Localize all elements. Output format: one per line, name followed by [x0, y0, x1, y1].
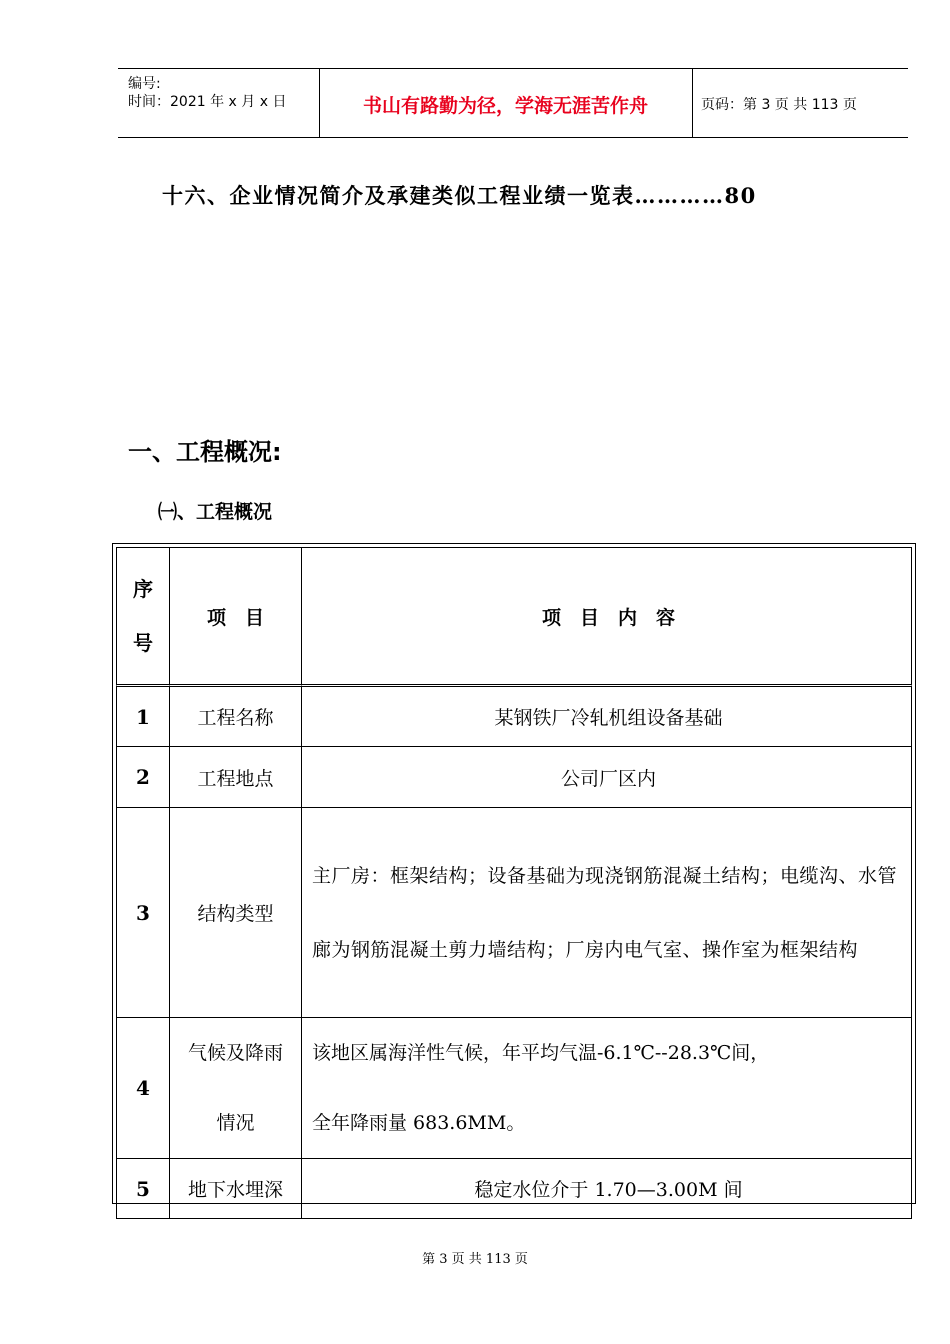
page-header	[118, 68, 908, 138]
section-title: 一、工程概况:	[128, 438, 282, 466]
row-item-line2: 情况	[216, 1112, 255, 1134]
row-index: 3	[116, 808, 170, 1018]
table-row	[116, 747, 912, 808]
row-content-line1: 该地区属海洋性气候，年平均气温-6.1℃--28.3℃间，	[312, 1042, 770, 1064]
row-item: 工程地点	[170, 747, 302, 808]
project-overview-table	[112, 543, 916, 1204]
header-motto: 书山有路勤为径，学海无涯苦作舟	[362, 95, 648, 117]
header-index	[116, 547, 170, 687]
row-index: 5	[116, 1159, 170, 1219]
table-row	[116, 808, 912, 1018]
page-footer: 第 3 页 共 113 页	[422, 1252, 528, 1267]
time-label: 时间：2021 年 x 月 x 日	[128, 94, 287, 110]
header-index-line1: 序	[133, 577, 153, 601]
header-content: 项 目 内 容	[302, 547, 912, 687]
row-content: 某钢铁厂冷轧机组设备基础	[302, 687, 912, 747]
table-row	[116, 1159, 912, 1219]
row-content: 公司厂区内	[302, 747, 912, 808]
row-index: 4	[116, 1018, 170, 1159]
header-divider	[692, 69, 693, 137]
serial-label: 编号:	[128, 76, 161, 92]
row-item: 工程名称	[170, 687, 302, 747]
header-item: 项 目	[170, 547, 302, 687]
row-content: 稳定水位介于 1.70—3.00M 间	[302, 1159, 912, 1219]
table-header-row	[116, 547, 912, 687]
row-item-line1: 气候及降雨	[187, 1042, 283, 1064]
row-index: 2	[116, 747, 170, 808]
row-content	[302, 1018, 912, 1159]
row-item	[170, 1018, 302, 1159]
toc-entry: 十六、企业情况简介及承建类似工程业绩一览表…………80	[162, 183, 757, 208]
table-row	[116, 1018, 912, 1159]
subsection-title: ㈠、工程概况	[158, 501, 273, 523]
row-item: 地下水埋深	[170, 1159, 302, 1219]
row-content: 主厂房：框架结构；设备基础为现浇钢筋混凝土结构；电缆沟、水管廊为钢筋混凝土剪力墙结构；厂房内电气室、操作室为框架结构	[302, 808, 912, 1018]
table-row	[116, 687, 912, 747]
row-index: 1	[116, 687, 170, 747]
header-index-line2: 号	[133, 631, 153, 655]
header-page-info: 页码：第 3 页 共 113 页	[701, 97, 857, 113]
row-item: 结构类型	[170, 808, 302, 1018]
row-content-line2: 全年降雨量 683.6MM。	[312, 1112, 526, 1134]
